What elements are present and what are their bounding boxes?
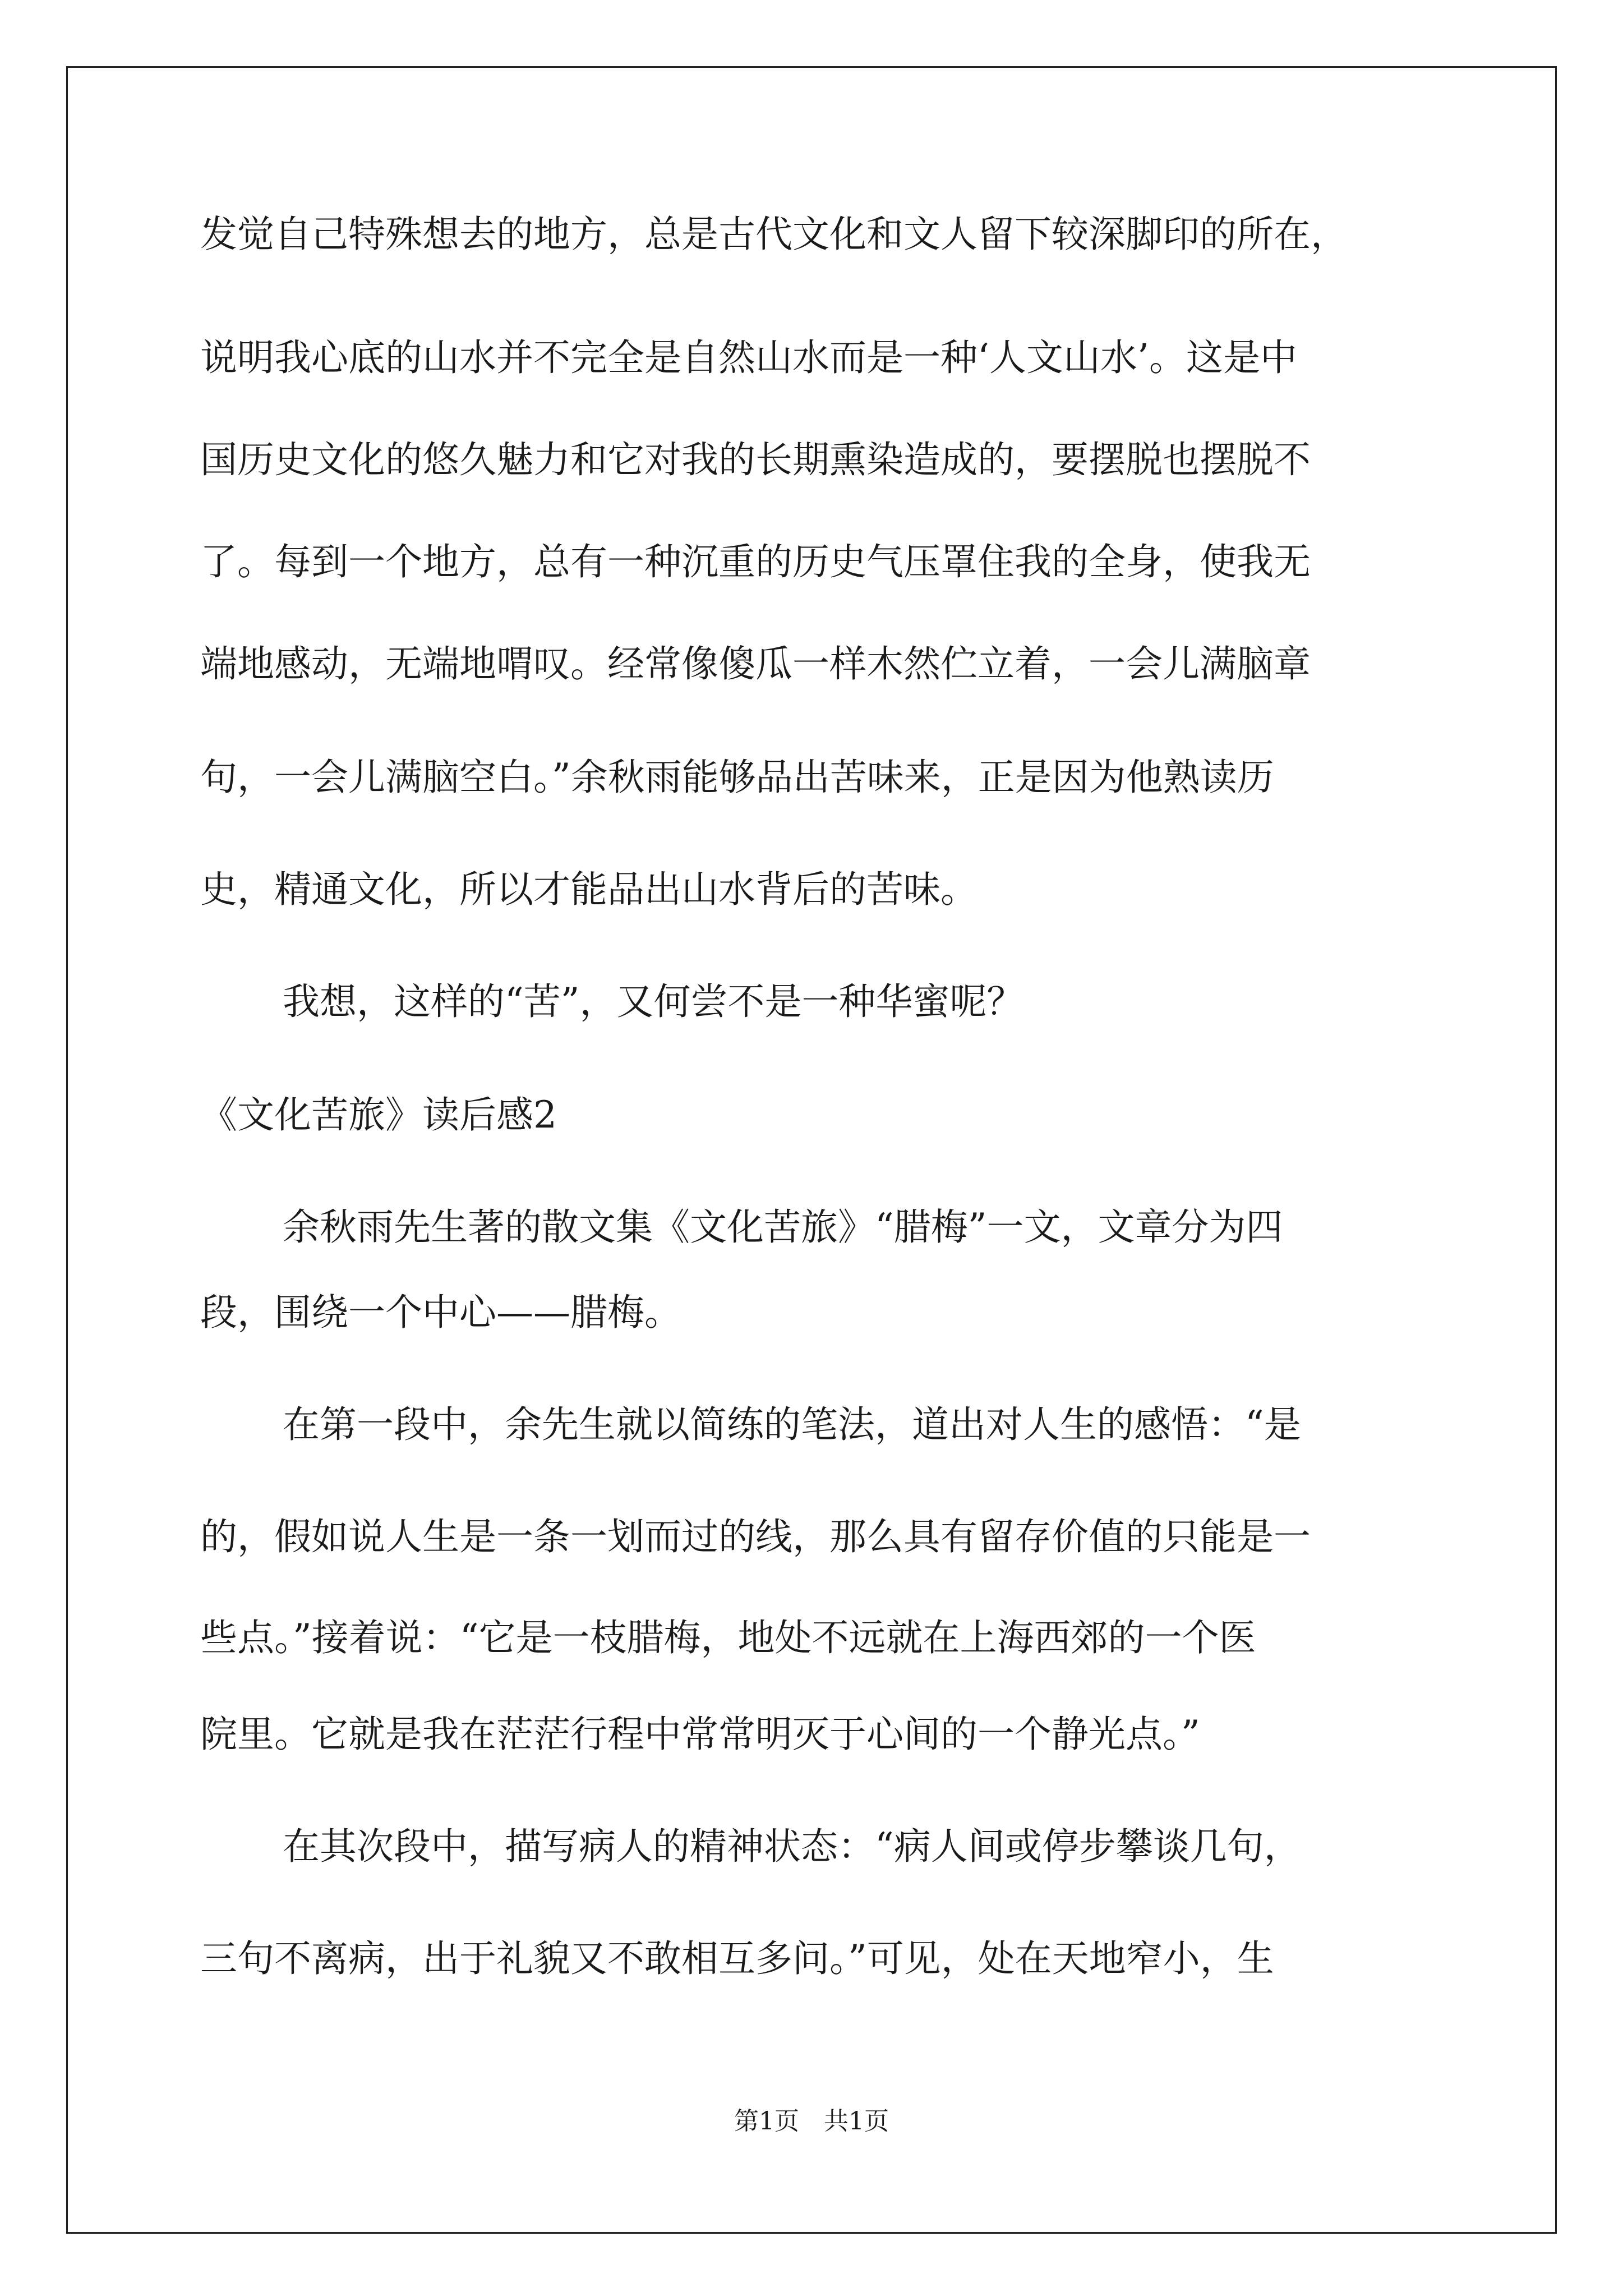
text-line: 国历史文化的悠久魅力和它对我的长期熏染造成的，要摆脱也摆脱不	[200, 438, 1311, 481]
text-line: 在第一段中，余先生就以简练的笔法，道出对人生的感悟：“是	[283, 1403, 1301, 1446]
page-border	[66, 66, 1557, 2234]
text-line: 三句不离病，出于礼貌又不敢相互多问。”可见，处在天地窄小，生	[200, 1937, 1274, 1980]
text-line: 些点。”接着说：“它是一枝腊梅，地处不远就在上海西郊的一个医	[200, 1616, 1256, 1659]
text-line: 端地感动，无端地喟叹。经常像傻瓜一样木然伫立着，一会儿满脑章	[200, 642, 1311, 685]
text-line: 段，围绕一个中心——腊梅。	[200, 1291, 681, 1334]
text-line: 发觉自己特殊想去的地方，总是古代文化和文人留下较深脚印的所在，	[200, 213, 1348, 256]
page-footer: 第1页 共1页	[734, 2107, 889, 2136]
text-line: 句，一会儿满脑空白。”余秋雨能够品出苦味来，正是因为他熟读历	[200, 756, 1274, 799]
text-line: 了。每到一个地方，总有一种沉重的历史气压罩住我的全身，使我无	[200, 540, 1311, 583]
text-line: 在其次段中，描写病人的精神状态：“病人间或停步攀谈几句，	[283, 1825, 1301, 1868]
text-line: 史，精通文化，所以才能品出山水背后的苦味。	[200, 868, 978, 911]
text-line: 说明我心底的山水并不完全是自然山水而是一种‘人文山水’。这是中	[200, 336, 1297, 379]
text-line: 的，假如说人生是一条一划而过的线，那么具有留存价值的只能是一	[200, 1515, 1311, 1558]
text-line: 院里。它就是我在茫茫行程中常常明灭于心间的一个静光点。”	[200, 1713, 1200, 1756]
section-heading: 《文化苦旅》读后感2	[200, 1093, 557, 1137]
text-line: 我想，这样的“苦”，又何尝不是一种华蜜呢？	[283, 980, 1024, 1023]
text-line: 余秋雨先生著的散文集《文化苦旅》“腊梅”一文，文章分为四	[283, 1205, 1283, 1249]
